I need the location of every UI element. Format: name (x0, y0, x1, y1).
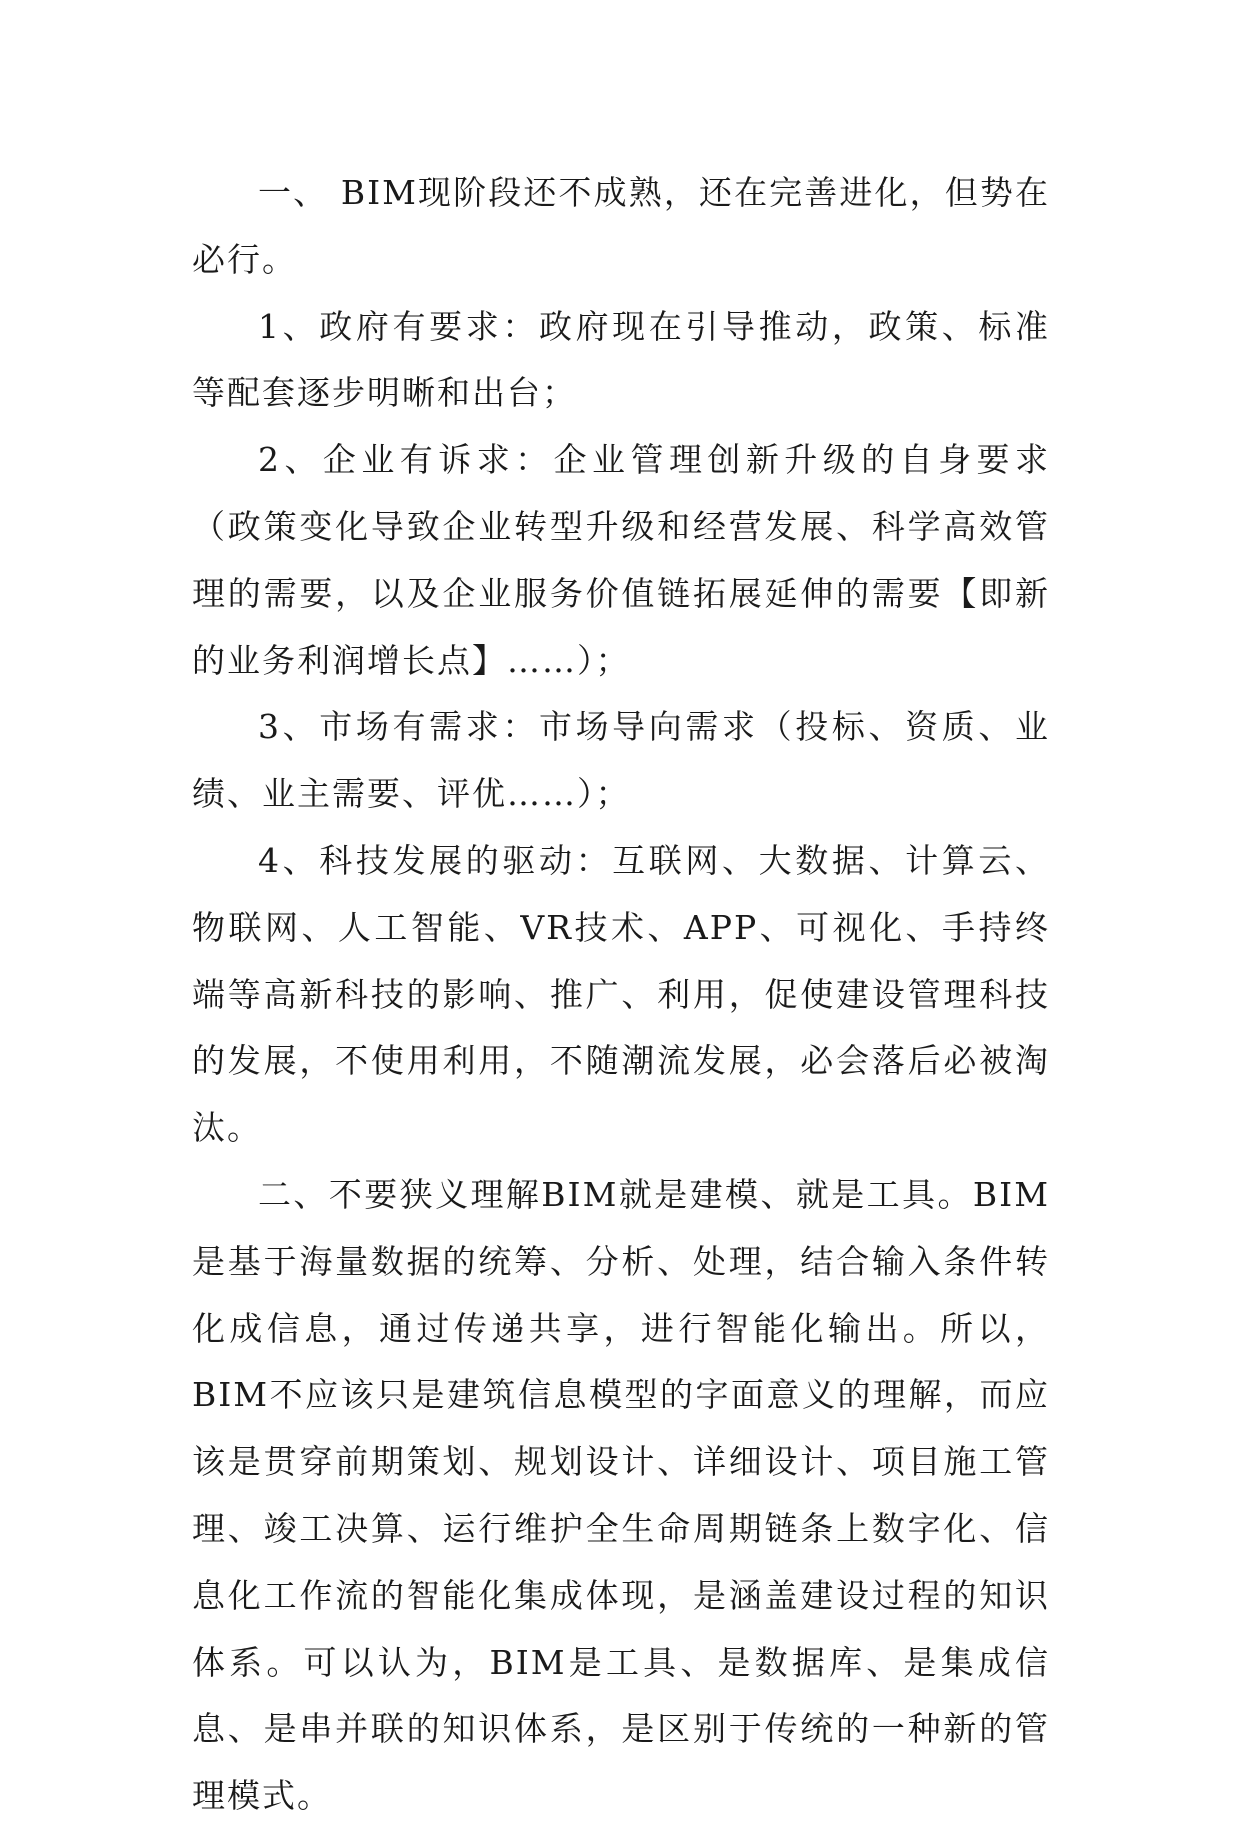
paragraph-section-two: 二、不要狭义理解BIM就是建模、就是工具。BIM是基于海量数据的统筹、分析、处理，结合输入条件转化成信息，通过传递共享，进行智能化输出。所以，BIM不应该只是建筑信息模型的字面意义的理解，而应该是贯穿前期策划、规划设计、详细设计、项目施工管理、竣工决算、运行维护全生命周期链条上数字化、信息化工作流的智能化集成体现，是涵盖建设过程的知识体系。可以认为，BIM是工具、是数据库、是集成信息、是串并联的知识体系，是区别于传统的一种新的管理模式。 (192, 1174, 1050, 1816)
paragraph-section-one: 一、 BIM现阶段还不成熟，还在完善进化，但势在必行。 (192, 173, 1050, 279)
document-body (192, 160, 1050, 1830)
paragraph-market-need: 3、市场有需求：市场导向需求（投标、资质、业绩、业主需要、评优……）； (192, 707, 1050, 814)
paragraph-technology-driver: 4、科技发展的驱动：互联网、大数据、计算云、物联网、人工智能、VR技术、APP、可视化、手持终端等高新科技的影响、推广、利用，促使建设管理科技的发展，不使用利用，不随潮流发展，必会落后必被淘汰。 (192, 840, 1050, 1148)
paragraph-enterprise-demand: 2、企业有诉求：企业管理创新升级的自身要求（政策变化导致企业转型升级和经营发展、科学高效管理的需要，以及企业服务价值链拓展延伸的需要【即新的业务利润增长点】……）； (192, 440, 1050, 680)
paragraph-government-requirement: 1、政府有要求：政府现在引导推动，政策、标准等配套逐步明晰和出台； (192, 306, 1050, 413)
